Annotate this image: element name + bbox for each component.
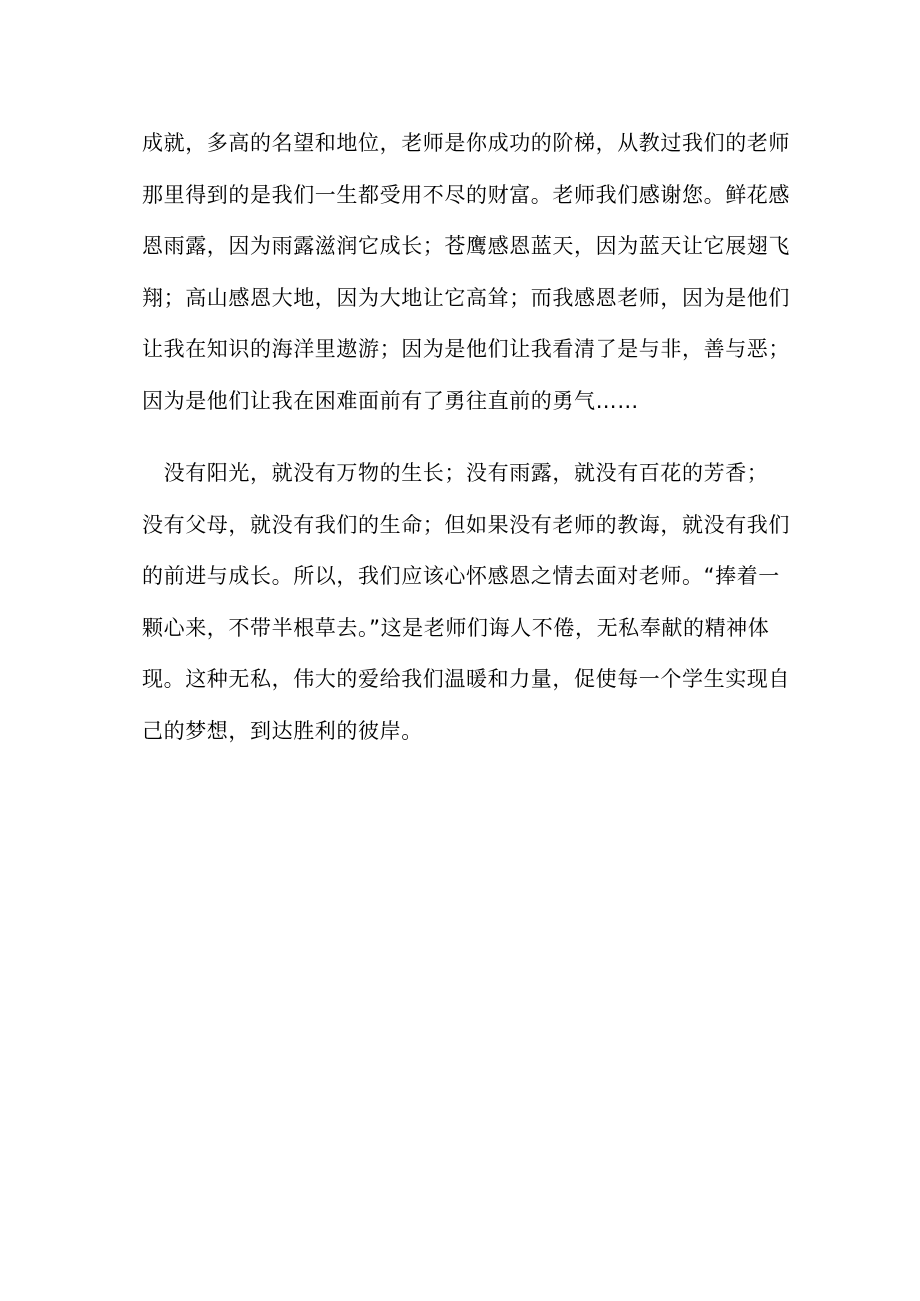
paragraph-line: 那里得到的是我们一生都受用不尽的财富。老师我们感谢您。鲜花感	[142, 182, 790, 207]
paragraph-line: 成就，多高的名望和地位，老师是你成功的阶梯，从教过我们的老师	[142, 131, 790, 155]
paragraph-line: 翔；高山感恩大地，因为大地让它高耸；而我感恩老师，因为是他们	[142, 285, 790, 310]
paragraph-2	[142, 448, 812, 757]
paragraph-line: 颗心来，不带半根草去。”这是老师们诲人不倦，无私奉献的精神体	[142, 615, 770, 640]
paragraph-line: 因为是他们让我在困难面前有了勇往直前的勇气……	[142, 388, 639, 413]
paragraph-line: 没有父母，就没有我们的生命；但如果没有老师的教诲，就没有我们	[142, 512, 790, 537]
paragraph-line: 现。这种无私，伟大的爱给我们温暖和力量，促使每一个学生实现自	[142, 667, 790, 691]
document-body	[142, 118, 812, 757]
paragraph-line: 己的梦想，到达胜利的彼岸。	[142, 718, 423, 743]
paragraph-1	[142, 118, 812, 427]
paragraph-line: 的前进与成长。所以，我们应该心怀感恩之情去面对老师。“捧着一	[142, 564, 780, 588]
paragraph-spacer	[142, 427, 812, 448]
paragraph-line: 让我在知识的海洋里遨游；因为是他们让我看清了是与非，善与恶；	[142, 337, 790, 361]
paragraph-line: 恩雨露，因为雨露滋润它成长；苍鹰感恩蓝天，因为蓝天让它展翅飞	[142, 234, 790, 258]
paragraph-line: 没有阳光，就没有万物的生长；没有雨露，就没有百花的芳香；	[142, 461, 769, 485]
